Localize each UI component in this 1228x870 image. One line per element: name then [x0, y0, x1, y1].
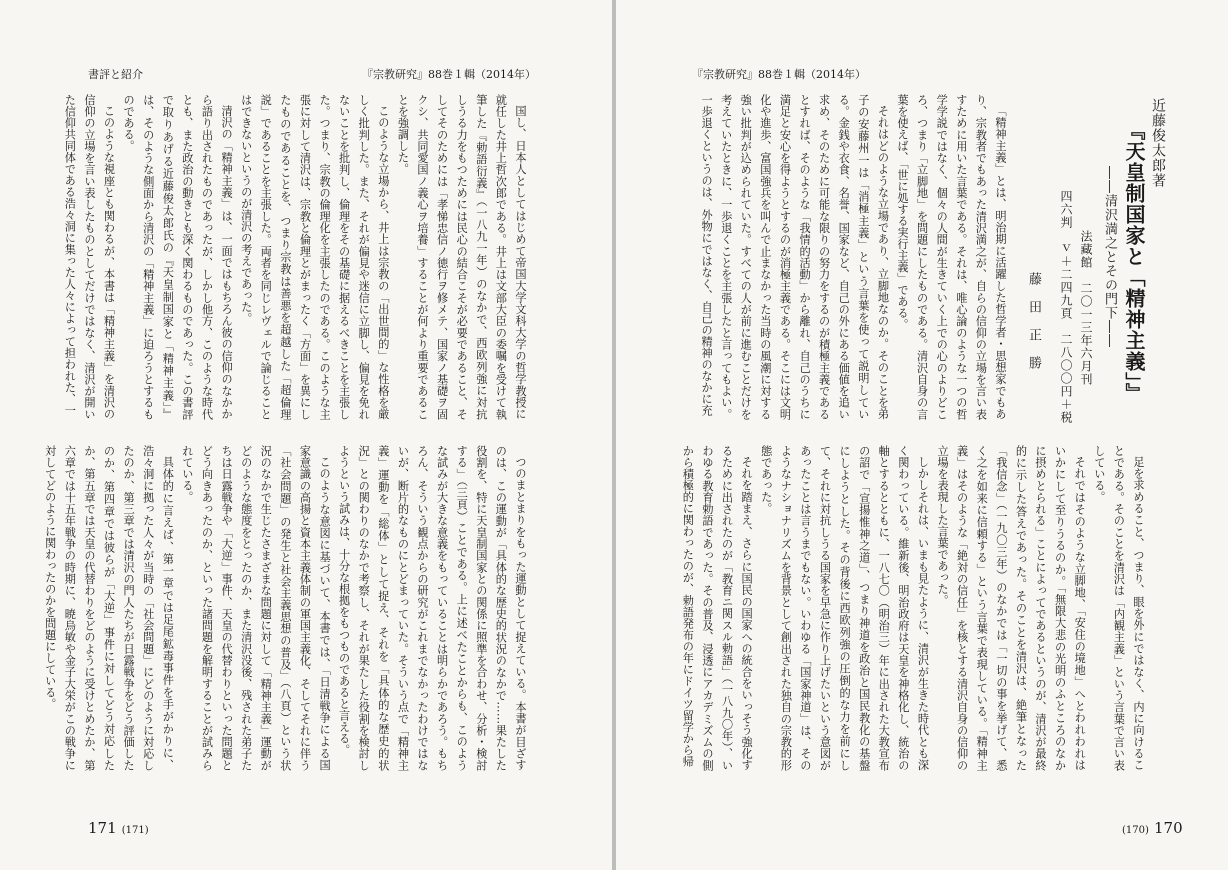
body-paragraph: 具体的に言えば、第一章では足尾鉱毒事件を手がかりに、浩々洞に拠った人々が当時の「社会問題」にどのように対応したのか、第三章では清沢の門人たちが日露戦争をどう評価したのか、第四章では彼らが「大逆」事件に対してどう対応したか、第五章では天皇の代替わりをどのように受けとめたか、第六章では十五年戦争の時期に、暁烏敏や金子大栄がこの戦争に対してどのように関わったのかを問題にしている。	[43, 445, 175, 771]
book-format-price: 四六判 ｖ＋二四九頁 二八〇〇円＋税	[1059, 190, 1073, 424]
running-header-section: 書評と紹介	[88, 68, 143, 81]
body-paragraph: それはどのような立場であり、立脚地なのか。そのことを弟子の安藤州一は「消極主義」という言葉を使って説明している。金銭や衣食、名誉、国家など、自己の外にある価値を追い求め、そのために可能な限りの努力をするのが積極主義であるとすれば、そのような「我情的活動」から離れ、自己のうちに満足と安心を得ようとするのが消極主義である。そこには文明化や進歩、富国強兵を叫んで止まなかった当時の風潮に対する強い批判が込められていた。すべての人が前に進むことだけを考えていたときに、一歩退くことを主張したと言ってもよい。一歩退くというのは、外物にではなく、自己の精神のなかに充	[700, 94, 890, 420]
body-paragraph: つのまとまりをもった運動として捉えている。本書が目ざすのは、この運動が「具体的な歴史的状況のなかで……果たした役割を、特に天皇制国家との関係に照準を合わせ、分析・検討する」（三頁）ことである。上に述べたことからも、このような試みが大きな意義をもっていることは明らかであろう。もちろん、そういう観点からの研究がこれまでなかったわけではないが、断片的なものにとどまっていた。そういう点で「精神主義」運動を「総体」として捉え、それを「具体的な歴史的状況」との関わりのなかで考察し、それが果たした役割を検討しようという試みは、十分な根拠をもつものであると言える。	[337, 445, 527, 771]
body-paragraph: 足を求めること、つまり、眼を外にではなく、内に向けることである。そのことを清沢は「内観主義」という言葉で言い表している。	[1092, 445, 1145, 771]
running-header-journal: 『宗教研究』88巻１輯（2014年）	[692, 68, 866, 81]
body-paragraph: しかしそれは、いまも見たように、清沢が生きた時代とも深く関わっている。維新後、明治政府は天皇を神格化し、統治の軸とするとともに、一八七〇（明治三）年に出された大教宣布の詔で「宣揚惟神之道」、つまり神道を政治と国民教化の基盤にしようとした。その背後に西欧列強の圧倒的な力を前にして、それに対抗しうる国家を早急に作り上げたいという意図があったことは言うまでもない。いわゆる「国家神道」は、そのようなナショナリズムを背景として創出された独自の宗教的形態であった。	[759, 445, 930, 771]
body-paragraph: このような立場から、井上は宗教の「出世間的」な性格を厳しく批判した。また、それが偏見や迷信に立脚し、偏見を免れないことを批判し、倫理をその基礎に据えるべきことを主張した。つまり、宗教の倫理化を主張したのである。このような主張に対して清沢は、宗教と倫理とがまったく「方面」を異にしたものであることを、つまり宗教は善悪を超越した「超倫理説」であることを主張した。両者を同じレヴェルで論じることはできないというのが清沢の考えであった。	[239, 94, 390, 420]
body-paragraph: このような意図に基づいて、本書では、「日清戦争による国家意識の高揚と資本主義体制の軍国主義化、そしてそれに伴う「社会問題」の発生と社会主義思想の普及」（八頁）という状況のなかで生じたさまざまな問題に対して「精神主義」運動がどのような態度をとったのか、また清沢没後、残された弟子たちは日露戦争や「大逆」事件、天皇の代替わりといった問題とどう向きあったのか、といった諸問題を解明することが試みられている。	[180, 445, 332, 771]
book-subtitle: ――清沢満之とその門下――	[1102, 166, 1117, 348]
body-paragraph: それではそのような立脚地、「安住の境地」へとわれわれはいかにして至りうるのか。「無限大悲の光明のふところのなかに摂めとられる」ことによってであるというのが、清沢が最終的に示した答えであった。そのことを清沢は、絶筆となった「我信念」（一九〇三年）のなかでは「一切の事を挙げて、悉く之を如来に信頼する」という言葉で表現している。「精神主義」はそのような「絶対の信任」を核とする清沢自身の信仰の立場を表現した言葉であった。	[936, 445, 1087, 771]
body-paragraph: 清沢の「精神主義」は、一面ではもちろん彼の信仰のなかから語り出されたものであったが、しかし他方、このような時代とも、また政治の動きとも深く関わるものであった。この書評で取りあげる近藤俊太郎氏の『天皇制国家と「精神主義」』は、そのような側面から清沢の「精神主義」に迫ろうとするものである。	[122, 94, 234, 420]
body-paragraph: それを踏まえ、さらに国民の国家への統合をいっそう強化するために出されたのが「教育ニ関スル勅語」（一八九〇年）、いわゆる教育勅語であった。その普及、浸透にアカデミズムの側から積極的に関わったのが、勅語発布の年にドイツ留学から帰	[681, 445, 754, 771]
page-number: 171	[88, 819, 117, 837]
right-upper-text-column	[700, 94, 1010, 420]
book-title: 『天皇制国家と「精神主義」』	[1122, 120, 1146, 404]
left-page	[0, 0, 612, 870]
reviewer-name: 藤 田 正 勝	[1026, 272, 1041, 370]
page-number-paren: (170)	[1122, 825, 1149, 836]
page-number-paren: (171)	[121, 825, 149, 836]
body-paragraph: 「精神主義」とは、明治期に活躍した哲学者・思想家でもあり、宗教者でもあった清沢満之が、自らの信仰の立場を言い表すために用いた言葉である。それは、唯心論のような一つの哲学学説ではなく、個々の人間が生きていく上での心のよりどころ、つまり「立脚地」を問題にしたものである。清沢自身の言葉を使えば、「世に処する実行主義」である。	[896, 94, 1007, 420]
book-author: 近藤俊太郎著	[1150, 98, 1166, 188]
right-page	[616, 0, 1228, 870]
body-paragraph: 国し、日本人としてはじめて帝国大学文科大学の哲学教授に就任した井上哲次郎である。井上は文部大臣の委嘱を受けて執筆した『勅語衍義』（一八九一年）のなかで、西欧列強に対抗しうる力をもつためには民心の結合こそが必要であること、そしてそのためには「孝悌忠信ノ徳行ヲ修メテ、国家ノ基礎ヲ固クシ、共同愛国ノ義心ヲ培養」することが何より重要であることを強調した。	[396, 94, 527, 420]
page-folio	[1122, 818, 1183, 837]
page-number: 170	[1153, 819, 1183, 837]
left-upper-text-column	[63, 94, 530, 420]
page-folio	[88, 818, 149, 837]
right-lower-text-column	[681, 445, 1148, 771]
book-publisher-date: 法藏館 二〇一三年六月刊	[1079, 230, 1093, 386]
body-paragraph: このような視座とも関わるが、本書は「精神主義」を清沢の信仰の立場を言い表したものとしてだけではなく、清沢が開いた信仰共同体である浩々洞に集った人々によって担われた、一	[63, 94, 116, 420]
left-lower-text-column	[43, 445, 530, 771]
running-header-journal: 『宗教研究』88巻１輯（2014年）	[362, 68, 536, 81]
